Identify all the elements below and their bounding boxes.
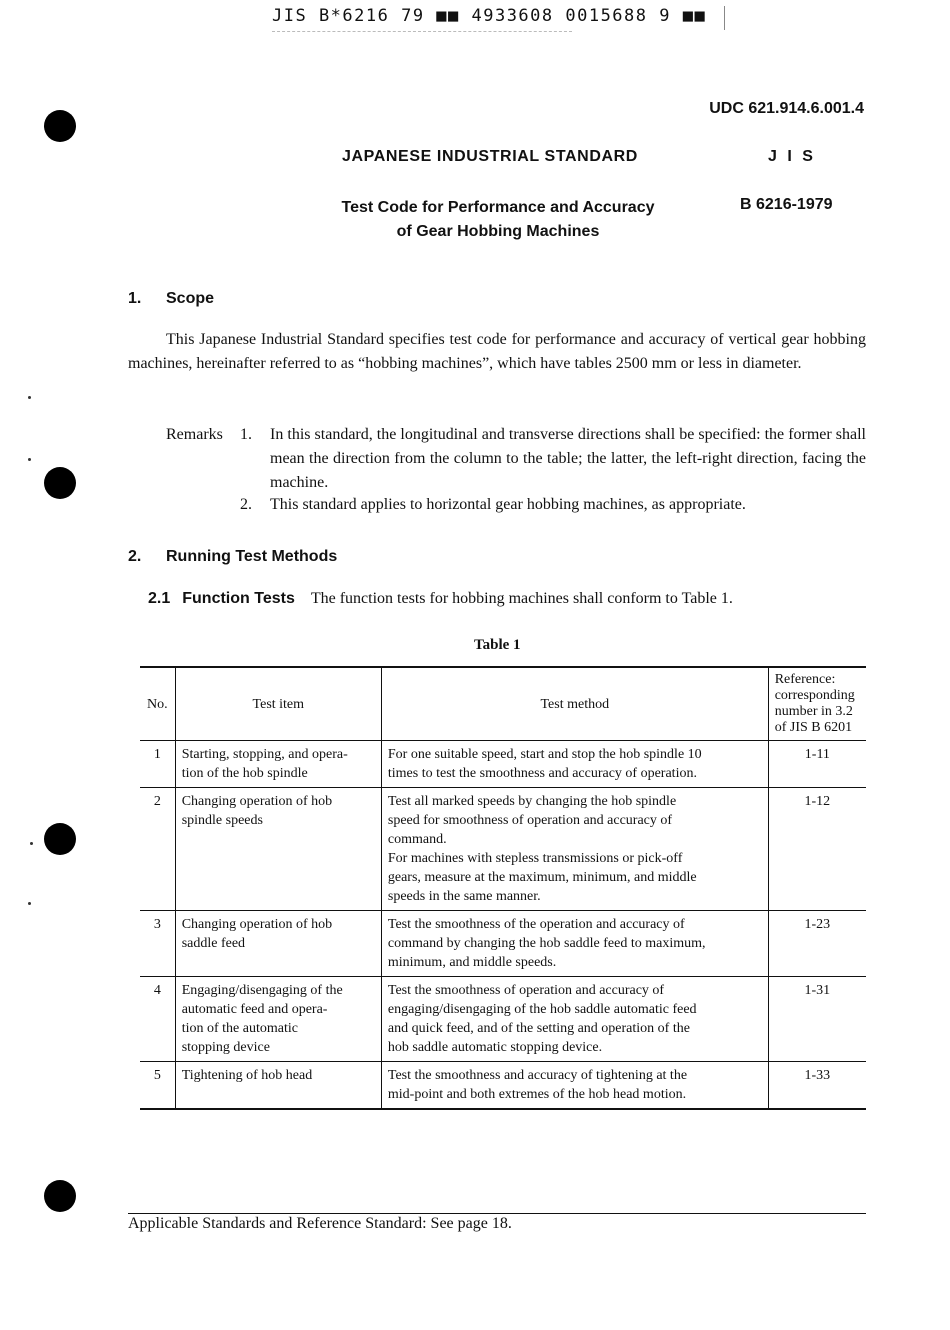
binder-hole-lower-middle	[44, 823, 76, 855]
binder-hole-top	[44, 110, 76, 142]
remark-2-text: This standard applies to horizontal gear hobbing machines, as appropriate.	[270, 496, 746, 513]
subsection-2-1-heading: Function Tests	[182, 590, 295, 607]
stamp-underline	[272, 31, 572, 32]
header-no: No.	[140, 667, 175, 741]
subsection-2-1-number: 2.1	[148, 590, 171, 607]
document-title	[340, 196, 656, 244]
cell-line: minimum, and middle speeds.	[387, 955, 557, 970]
standard-title: JAPANESE INDUSTRIAL STANDARD	[342, 148, 638, 165]
row-reference: 1-23	[768, 911, 866, 977]
header-reference-line: of JIS B 6201	[774, 720, 853, 735]
row-test-method	[381, 977, 768, 1062]
header-stamp: JIS B*6216 79 ■■ 4933608 0015688 9 ■■	[272, 6, 725, 30]
cell-line: Tightening of hob head	[181, 1068, 313, 1083]
header-test-item: Test item	[175, 667, 381, 741]
cell-line: Test the smoothness of the operation and accuracy of	[387, 917, 685, 932]
cell-line: Test the smoothness and accuracy of tightening at the	[387, 1068, 688, 1083]
row-test-item	[175, 911, 381, 977]
cell-line: and quick feed, and of the setting and operation of the	[387, 1021, 690, 1036]
remark-2-number: 2.	[240, 496, 252, 513]
section-1-heading: Scope	[166, 290, 215, 307]
document-title-line-2: of Gear Hobbing Machines	[396, 223, 600, 240]
document-title-line-1: Test Code for Performance and Accuracy	[341, 199, 655, 216]
cell-line: stopping device	[181, 1040, 270, 1055]
row-number: 2	[140, 788, 175, 911]
footer-note: Applicable Standards and Reference Standard: See page 18.	[128, 1215, 512, 1232]
table-row	[140, 741, 866, 788]
row-test-method	[381, 741, 768, 788]
row-test-method	[381, 1062, 768, 1110]
row-test-item	[175, 977, 381, 1062]
cell-line: speeds in the same manner.	[387, 889, 541, 904]
section-2-number: 2.	[128, 548, 142, 565]
row-test-item	[175, 788, 381, 911]
scan-speck	[28, 396, 31, 399]
remark-1-number: 1.	[240, 426, 252, 443]
cell-line: Engaging/disengaging of the	[181, 983, 343, 998]
table-row	[140, 911, 866, 977]
cell-line: saddle feed	[181, 936, 246, 951]
cell-line: hob saddle automatic stopping device.	[387, 1040, 603, 1055]
row-number: 5	[140, 1062, 175, 1110]
cell-line: times to test the smoothness and accuracy of operation.	[387, 766, 697, 781]
cell-line: Changing operation of hob	[181, 794, 333, 809]
table-caption: Table 1	[474, 637, 521, 653]
cell-line: spindle speeds	[181, 813, 263, 828]
section-2-heading: Running Test Methods	[166, 548, 338, 565]
cell-line: tion of the hob spindle	[181, 766, 308, 781]
header-reference-line: number in 3.2	[774, 704, 853, 719]
standard-short: J I S	[768, 148, 816, 165]
remarks-label: Remarks	[166, 426, 223, 443]
scan-speck	[28, 902, 31, 905]
row-number: 1	[140, 741, 175, 788]
cell-line: Starting, stopping, and opera-	[181, 747, 348, 762]
row-number: 4	[140, 977, 175, 1062]
table-row	[140, 1062, 866, 1110]
table-row	[140, 977, 866, 1062]
row-test-method	[381, 911, 768, 977]
cell-line: automatic feed and opera-	[181, 1002, 328, 1017]
function-tests-table	[140, 666, 866, 1110]
document-number: B 6216-1979	[740, 196, 833, 213]
binder-hole-bottom	[44, 1180, 76, 1212]
section-1-number: 1.	[128, 290, 142, 307]
row-test-method	[381, 788, 768, 911]
header-reference-line: corresponding	[774, 688, 855, 703]
row-reference: 1-31	[768, 977, 866, 1062]
scope-paragraph-text: This Japanese Industrial Standard specifies test code for performance and accuracy of vertical gear hobbing machines, hereinafter referred to as “hobbing machines”, which have tables 2500 mm or less in diameter.	[128, 331, 866, 372]
binder-hole-upper-middle	[44, 467, 76, 499]
scan-speck	[28, 458, 31, 461]
cell-line: speed for smoothness of operation and accuracy of	[387, 813, 673, 828]
udc-number: UDC 621.914.6.001.4	[709, 100, 864, 117]
row-reference: 1-33	[768, 1062, 866, 1110]
table-header-row	[140, 667, 866, 741]
footer-rule	[128, 1213, 866, 1214]
header-test-method: Test method	[381, 667, 768, 741]
row-test-item	[175, 1062, 381, 1110]
cell-line: Test all marked speeds by changing the hob spindle	[387, 794, 677, 809]
cell-line: For machines with stepless transmissions or pick-off	[387, 851, 683, 866]
row-number: 3	[140, 911, 175, 977]
row-reference: 1-11	[768, 741, 866, 788]
cell-line: gears, measure at the maximum, minimum, and middle	[387, 870, 697, 885]
cell-line: command by changing the hob saddle feed to maximum,	[387, 936, 706, 951]
scope-paragraph	[128, 328, 866, 376]
scan-speck	[30, 842, 33, 845]
row-test-item	[175, 741, 381, 788]
remark-1-text: In this standard, the longitudinal and transverse directions shall be specified: the former shall mean the direction from the column to the table; the latter, the left-right direction, facing the machine.	[270, 426, 866, 491]
row-reference: 1-12	[768, 788, 866, 911]
table-row	[140, 788, 866, 911]
cell-line: command.	[387, 832, 447, 847]
subsection-2-1	[148, 587, 733, 611]
cell-line: For one suitable speed, start and stop the hob spindle 10	[387, 747, 702, 762]
header-reference	[768, 667, 866, 741]
cell-line: tion of the automatic	[181, 1021, 298, 1036]
cell-line: mid-point and both extremes of the hob head motion.	[387, 1087, 687, 1102]
header-reference-line: Reference:	[774, 672, 836, 687]
cell-line: engaging/disengaging of the hob saddle automatic feed	[387, 1002, 697, 1017]
subsection-2-1-text: The function tests for hobbing machines shall conform to Table 1.	[310, 590, 733, 607]
cell-line: Changing operation of hob	[181, 917, 333, 932]
cell-line: Test the smoothness of operation and accuracy of	[387, 983, 665, 998]
